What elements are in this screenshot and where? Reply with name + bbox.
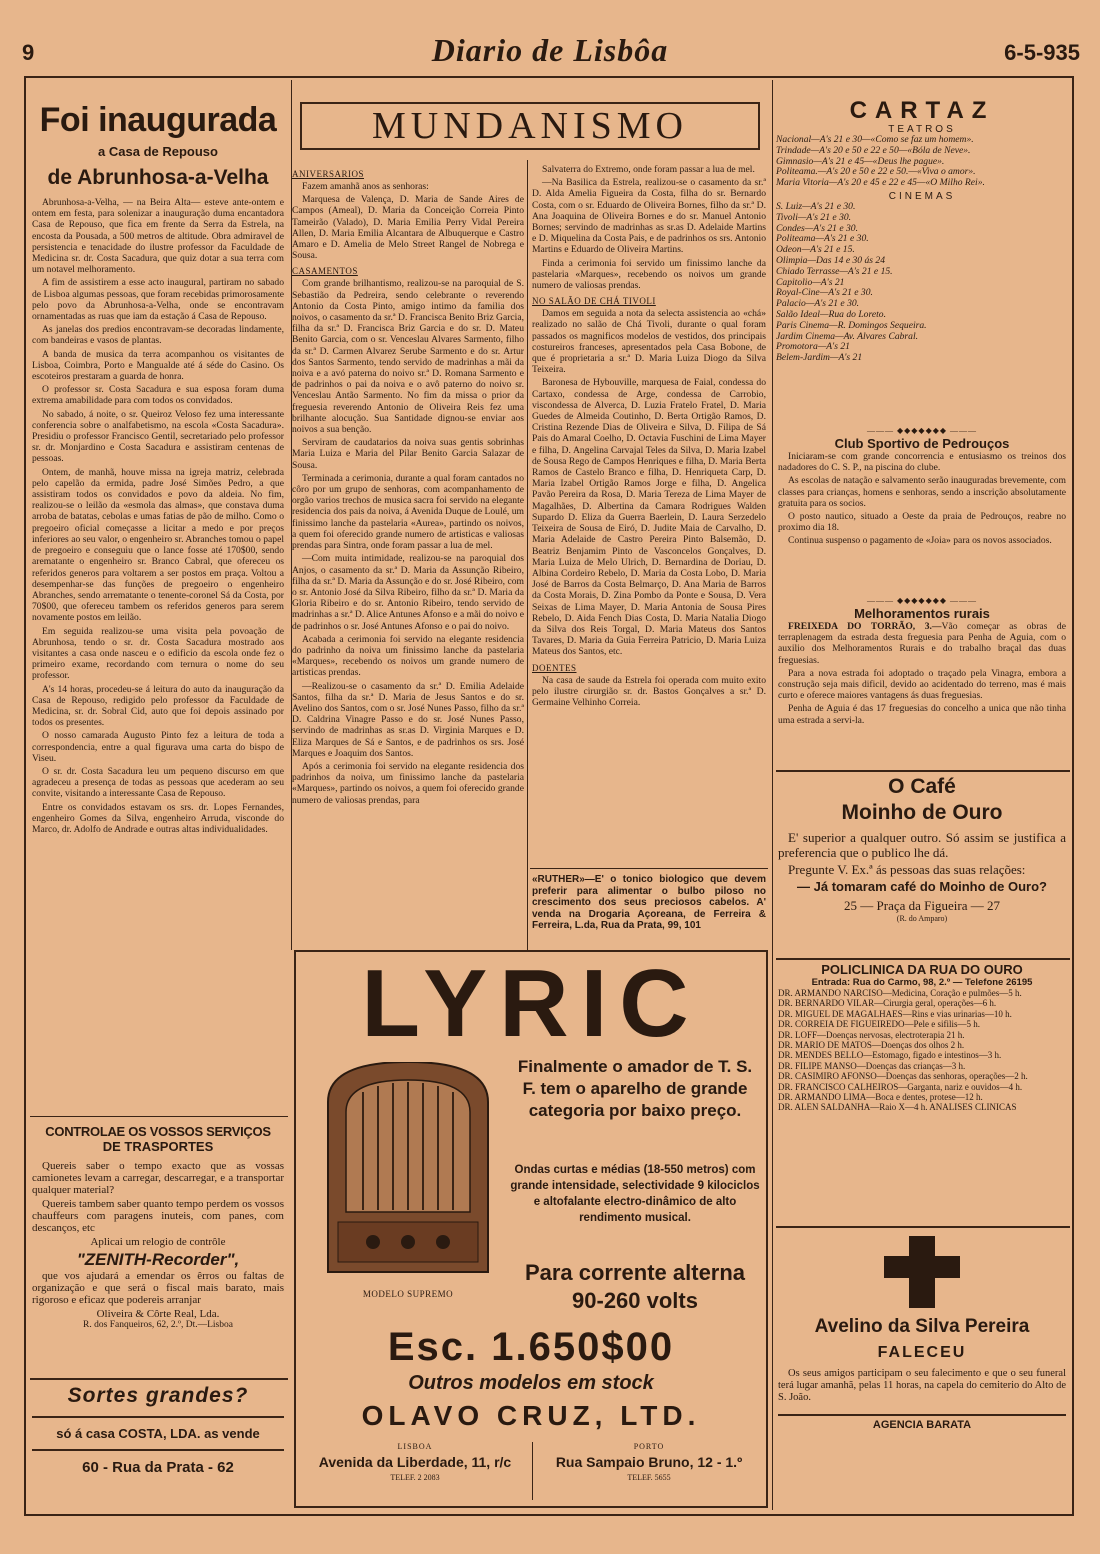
doctor-entry: DR. MENDES BELLO—Estomago, figado e intestinos—3 h. — [778, 1050, 1002, 1061]
lyric-ad — [294, 950, 768, 1508]
club-body — [778, 451, 1066, 547]
obituary-faleceu: FALECEU — [877, 1344, 967, 1361]
masthead-title: Diario de Lisbôa — [431, 32, 669, 68]
lyric-specs: Ondas curtas e médias (18-550 metros) com grande intensidade, selectividade 9 kilociclos e altofalante electro-dinâmico de alto rendimento musical. — [510, 1164, 760, 1224]
section-rule — [776, 1226, 1070, 1228]
article-paragraph: Abrunhosa-a-Velha, — na Beira Alta— esteve ante-ontem e ontem em festa, para solenizar a inauguração duma encantadora Casa de Repouso, que fica em frente da Serra da Estrela, na encosta da Pousada, a 500 metros de altitude. Obra admiravel de persistencia e tenacidade do ilustre professor da Faculdade de Medicina sr. dr. Costa Sacadura, que quiz dotar a sua terra com um notavel melhoramento. — [32, 197, 284, 276]
mundanismo-title-box — [300, 102, 760, 150]
club-paragraph: Continua suspenso o pagamento de «Joia» para os novos associados. — [788, 535, 1052, 547]
mundanismo-paragraph: Fazem amanhã anos as senhoras: — [302, 181, 429, 192]
policlinica-title: POLICLINICA DA RUA DO OURO — [821, 962, 1023, 977]
teatro-listing: Nacional—A's 21 e 30—«Como se faz um homem». — [776, 134, 974, 145]
lyric-porto — [536, 1442, 762, 1482]
mundanismo-paragraph: Baronesa de Hybouville, marquesa de Faial, condessa do Cartaxo, condessa de Arge, condessa de Carrobio, viscondessa de Alverca, D. Luzia Fratelo Fratel, D. Maria Guedes de Almeida Coutinho, D. Berta Ortigão Ramos, D. Cristina Rezende Dias de Oliveira e Silva, D. Filipa de Sá Pais do Amaral Coelho, D. Octavia Fuschini de Lima Mayer e filha, D. Angelina Carvajal Teles da Silva, D. Maria Izabel de Sousa Rego de Campos Henriques e filha, D. Maria Berta Ramos de Castelo Branco e filha, D. Henriqueta Carp, D. Maria Izabel Ortigão Ramos Jorge e filha, D. Angelica Pavão Pereira da Rosa, D. Maria Tereza de Lima Mayer de Magalhães, D. Albertina da Camara Rodrigues Walden Supardo D. Eliza da Guerra Baerlein, D. Laura Serzedelo Teixeira de Sousa de Eiró, D. Judite Maia de Carvalho, D. Maria Adelaide de Castro Pereira Pinto Balsemão, D. Beatriz Benjamim Pinto de Vasconcelos Gonçalves, D. Maria Luiza de Melo Ulrich, D. Bernardina de Doriau, D. Albina Cordeiro Rebelo, D. Maria da Costa Lobo, D. Maria José de Barros da Costa Belmarço, D. Ana Maria de Barros da Costa Morais, D. Zina Pombo da Ponte e Sousa, D. Vera Seixas de Lima Mayer, D. Maria Antonia de Sousa Pires Rebelo, D. Aida Fench Dias Costa, D. Maria Natalia Diogo da Silva dos Reis Torgal, D. Maria Mateus dos Santos Tavares, D. Maria da Guia Ferreira Patricio, D. Maria Luiza Mateus dos Santos, etc. — [532, 377, 766, 658]
section-heading: DOENTES — [532, 662, 577, 673]
zenith-address: R. dos Fanqueiros, 62, 2.º, Dt.—Lisboa — [83, 1320, 233, 1330]
ornament-divider: ——— ◆◆◆◆◆◆◆ ——— — [866, 596, 978, 605]
section-rule — [530, 868, 768, 869]
cafe-ad — [778, 774, 1066, 923]
club-paragraph: O posto nautico, situado a Oeste da praia de Pedrouços, reabre no proximo dia 18. — [778, 511, 1066, 534]
melhoramentos-lead: FREIXEDA DO TORRÃO, 3.— — [788, 621, 942, 632]
section-rule — [30, 1116, 288, 1117]
lyric-address-1: Avenida da Liberdade, 11, r/c — [318, 1454, 512, 1470]
obituary-text: Os seus amigos participam o seu falecimento e que o seu funeral terá lugar amanhã, pelas 11 horas, na capela do cemiterio do Alto de S. João. — [778, 1368, 1066, 1403]
melhoramentos-p1-text: Vão começar as obras de terraplenagem da estrada desta freguesia para Penha de Aguia, com o auxilio dos Melhoramentos Rurais e do trabalho braçal das duas freguesias. — [778, 621, 1066, 666]
article-paragraph: A's 14 horas, procedeu-se á leitura do auto da inauguração da Casa de Repouso, redigido pelo professor da Faculdade de Medicina, sr. dr. Sobral Cid, auto que foi depois assinado por todos os presentes. — [32, 683, 284, 729]
teatro-listing: Politeama.—A's 20 e 50 e 22 e 50.—«Viva o amor». — [776, 166, 976, 178]
melhoramentos-p2: Para a nova estrada foi adoptado o traçado pela Vinagra, embora a construção seja mais dificil, devido ao acidentado do terreno, mas é mais curto e oferece maiores vantagens ás duas freguesias. — [778, 667, 1066, 702]
obituary-agency: AGENCIA BARATA — [778, 1414, 1066, 1431]
section-rule — [32, 1416, 284, 1418]
mundanismo-paragraph: Terminada a cerimonia, durante a qual foram cantados no côro por um grupo de senhoras, com acompanhamento de orgão varios trechos de musica sacra foi servido na elegante residencia dos pais da noiva, á Avenida Duque de Loulé, um finissimo lanche da pastelaria «Aurea», partindo os noivos, a quem foi oferecido grande numero de artisticas e valiosas prendas para Sintra, onde foram passar a lua de mel. — [292, 472, 524, 552]
zenith-title-2: DE TRASPORTES — [102, 1139, 214, 1154]
doctor-entry: DR. FILIPE MANSO—Doenças das crianças—3 h. — [778, 1060, 966, 1071]
section-heading: ANIVERSARIOS — [292, 169, 365, 179]
mundanismo-paragraph: Salvaterra do Extremo, onde foram passar a lua de mel. — [542, 164, 755, 175]
zenith-title-1: CONTROLAE OS VOSSOS SERVIÇOS — [45, 1124, 271, 1139]
mundanismo-paragraph: Acabada a cerimonia foi servido na elegante residencia do padrinho da noiva um finissimo lanche da pastelaria «Marques», recebendo os noivos um grande numero de artisticas prendas. — [292, 633, 524, 679]
page-number: 9 — [22, 40, 35, 65]
teatro-listing: Trindade—A's 20 e 50 e 22 e 50—«Bóla de Neve». — [776, 144, 971, 156]
cinemas-list — [776, 202, 1068, 364]
lyric-phone-2: TELEF. 5655 — [627, 1473, 671, 1482]
lyric-model: MODELO SUPREMO — [362, 1289, 454, 1299]
doctor-entry: DR. LOFF—Doenças nervosas, electroterapia 21 h. — [778, 1029, 965, 1040]
lyric-address-2: Rua Sampaio Bruno, 12 - 1.º — [555, 1454, 743, 1470]
headline-sub: a Casa de Repouso — [98, 144, 218, 159]
mundanismo-column-2 — [532, 164, 766, 710]
doctor-entry: DR. MARIO DE MATOS—Doenças dos olhos 2 h. — [778, 1040, 965, 1051]
cafe-line-1: O Café — [888, 775, 956, 798]
zenith-text-3: Aplicai um relogio de contrôle — [90, 1236, 226, 1248]
section-heading: NO SALÃO DE CHÁ TIVOLI — [532, 296, 656, 307]
cinema-listing: Promotora—A's 21 — [776, 341, 850, 353]
cartaz-title: CARTAZ — [849, 97, 995, 124]
column-rule — [772, 80, 773, 1510]
zenith-brand: "ZENITH-Recorder", — [76, 1250, 240, 1269]
doctor-entry: DR. FRANCISCO CALHEIROS—Garganta, nariz e ouvidos—4 h. — [778, 1081, 1023, 1092]
cafe-line-2: Moinho de Ouro — [841, 801, 1003, 824]
cinema-listing: Salão Ideal—Rua do Loreto. — [776, 308, 886, 320]
teatro-listing: Gimnasio—A's 21 e 45—«Deus lhe pague». — [776, 155, 945, 167]
mundanismo-paragraph: Finda a cerimonia foi servido um finissimo lanche da pastelaria «Marques», recebendo os noivos um grande numero de valiosas prendas. — [532, 257, 766, 292]
article-paragraph: Em seguida realizou-se uma visita pela povoação de Abrunhosa, tendo o sr. dr. Costa Sacadura mostrado aos visitantes a casa onde nasceu e o edificio da escola onde fez o primeiro exame, recordando com ternura o nome do seu professor. — [32, 625, 284, 682]
mundanismo-paragraph: Após a cerimonia foi servido na elegante residencia dos padrinhos da noiva, um finissimo lanche da pastelaria «Marques», partindo os noivos, a quem foi oferecido grande numero de valiosas prendas, para — [292, 760, 524, 806]
cinema-listing: S. Luiz—A's 21 e 30. — [776, 200, 856, 212]
doctor-entry: DR. CASIMIRO AFONSO—Doenças das senhoras, operações—2 h. — [778, 1071, 1028, 1082]
cafe-ask: Pregunte V. Ex.ª ás pessoas das suas relações: — [788, 862, 1026, 877]
melhoramentos-p1 — [778, 621, 1066, 666]
doctor-entry: DR. ALEN SALDANHA—Raio X—4 h. ANALISES CLINICAS — [778, 1102, 1017, 1113]
cinema-listing: Politeama—A's 21 e 30. — [776, 233, 869, 245]
lyric-current-2: 90-260 volts — [572, 1288, 698, 1313]
policlinica-entrance: Entrada: Rua do Carmo, 98, 2.º — Telefone 26195 — [811, 977, 1033, 988]
section-rule — [30, 1378, 288, 1380]
lyric-headline: Finalmente o amador de T. S. F. tem o aparelho de grande categoria por baixo preço. — [517, 1057, 753, 1120]
mundanismo-paragraph: —Com muita intimidade, realizou-se na paroquial dos Anjos, o casamento da sr.ª D. Maria da Assunção Ribeiro, filha da sr.ª D. Maria da Assunção e do sr. José Ribeiro, com o sr. Antonio José da Silva Ribeiro, filho da sr.ª D. Maria da Gloria Ribeiro e do sr. Antonio Ribeiro, tendo servido de madrinhas a sr.ª D. Alice Antunes Afonso e a mãi do noivo e de padrinhos o sr. José Antunes Afonso e o pai do noivo. — [292, 553, 524, 632]
cinema-listing: Condes—A's 21 e 30. — [776, 222, 858, 234]
cinema-listing: Odeon—A's 21 e 15. — [776, 244, 855, 256]
lyric-brand: LYRIC — [361, 950, 701, 1057]
mundanismo-paragraph: Com grande brilhantismo, realizou-se na paroquial de S. Sebastião da Pedreira, sendo celebrante o reverendo Antonio da Costa Pinto, amigo intimo da familia dos noivos, o casamento da sr.ª D. Francisca Benito Briz Garcia, filha da sr.ª D. Francisca Briz Garcia e do sr. D. Mateu Benito Garcia, com o sr. Venceslau Alvares Sarmento, filho da sr.ª D. Carmen Alvarez Serube Sarmento e do sr. Artur dos Santos Sarmento, tendo servido de madrinhas a mãi da noiva e a avó paterna do noivo sr.ª D. Romana Sarmento e de padrinhos o pai da noiva e o avô paterno do noivo sr. Venceslau Antão Sarmento. No fim da missa o prior da freguesia reverendo Antonio de Oliveira Reis fez uma brilhante alocução. Sua Santidade dignou-se enviar aos noivos a sua benção. — [292, 278, 524, 436]
masthead-date: 6-5-935 — [1004, 40, 1080, 65]
article-paragraph: O nosso camarada Augusto Pinto fez a leitura de toda a correspondencia, entre a qual figurava uma carta do bispo de Viseu. — [32, 730, 284, 764]
ornament-divider: ——— ◆◆◆◆◆◆◆ ——— — [866, 426, 978, 435]
sortes-line-2: só á casa COSTA, LDA. as vende — [56, 1426, 260, 1441]
lyric-city-1: LISBOA — [397, 1442, 433, 1451]
article-paragraph: No sabado, á noite, o sr. Queiroz Veloso fez uma interessante conferencia sobre o analfabetismo, na escola «Costa Sacadura». Presidiu o professor Francisco Gentil, secretariado pelo professor sr. dr. Monjardino e Costa Sacadura e assistiram centenas de pessoas. — [32, 408, 284, 465]
article-paragraph: O sr. dr. Costa Sacadura leu um pequeno discurso em que agradeceu a presença de todas as pessoas que acederam ao seu convite, visitando a interessante Casa de Repouso. — [32, 765, 284, 800]
radio-illustration — [318, 1062, 498, 1299]
club-paragraph: Iniciaram-se com grande concorrencia e entusiasmo os treinos dos nadadores do C. S. P., na piscina do clube. — [778, 451, 1066, 474]
article-paragraph: A banda de musica da terra acompanhou os visitantes de Lisboa, Coimbra, Porto e Mangualde até á séde do Casino. Os escoteiros prestaram a guarda de honra. — [32, 348, 284, 383]
doctor-entry: DR. CORREIA DE FIGUEIREDO—Pele e sifilis—5 h. — [778, 1019, 980, 1030]
lyric-company: OLAVO CRUZ, LTD. — [361, 1400, 701, 1431]
zenith-ad — [32, 1124, 284, 1330]
headline-place: de Abrunhosa-a-Velha — [47, 166, 269, 189]
column-rule — [527, 160, 528, 950]
sortes-line-1: Sortes grandes? — [67, 1384, 249, 1407]
obituary-name: Avelino da Silva Pereira — [814, 1316, 1030, 1337]
sortes-ad — [32, 1384, 284, 1476]
cinema-listing: Olimpia—Das 14 e 30 ás 24 — [776, 254, 885, 266]
article-paragraph: Entre os convidados estavam os srs. dr. Lopes Fernandes, engenheiro Gomes da Silva, engenheiro Arruda, visconde do Marco, dr. Adolfo de Andrade e outras altas individualidades. — [32, 801, 284, 835]
radio-drawing — [318, 1062, 498, 1282]
cinema-listing: Belem-Jardim—A's 21 — [776, 352, 863, 364]
mundanismo-paragraph: Damos em seguida a nota da selecta assistencia ao «chá» realizado no salão de Chá Tivoli, durante o qual foram passados os magnificos modelos de vestidos, dos principais costureiros franceses, apresentados pela Casa Bobone, de que é proprietaria a sr.ª D. Maria Luiza Diogo da Silva Teixeira. — [532, 308, 766, 376]
zenith-firm: Oliveira & Côrte Real, Lda. — [96, 1308, 220, 1320]
article-paragraph: Ontem, de manhã, houve missa na igreja matriz, celebrada pelo capelão da ermida, padre José Simões Pedro, a que assistiram todos os convidados e povo da aldeia. No fim, realizou-se o leilão da «esmola das almas», que constava duma arroba de batatas, cebolas e umas fatias de pão de milho. Como o pregoeiro oficial começasse a licitar a medo e por preços inferiores ao seu valor, o engenheiro sr. Abranches tomou o papel de pregoeiro e conseguiu que o lance fosse até 170$00, sendo arematante o engenheiro sr. Branco Cabral, que ofereceu os referidos generos para voltarem a ser postos em praça. Voltou a desempenhar-se das funções de pregoeiro o engenheiro Abranches, sendo arrematante o tenente-coronel Sá da Costa, por 70$00, que ofereceu tambem os referidos generos para serem novamente postos em leilão. — [32, 466, 284, 624]
cafe-address-sub: (R. do Amparo) — [896, 914, 948, 923]
teatros-title: TEATROS — [888, 124, 956, 135]
lyric-other: Outros modelos em stock — [408, 1372, 654, 1394]
club-paragraph: As escolas de natação e salvamento serão inauguradas brevemente, com classes para crianças, homens e senhoras, sendo a inscrição absolutamente gratuita para os socios. — [778, 475, 1066, 509]
mundanismo-column-1 — [292, 164, 524, 808]
cinema-listing: Palacio—A's 21 e 30. — [776, 298, 860, 310]
left-article — [32, 100, 284, 837]
mundanismo-paragraph: Marquesa de Valença, D. Maria de Sande Aires de Campos (Ameal), D. Maria da Conceição Correia Pinto Tameirão (Valado), D. Maria Emilia Perry Vidal Pereira Allen, D. Maria Emilia Alcantara de Albuquerque e Castro Amaro e D. Amelia de Melo Street Rangel de Nobrega e Sousa. — [292, 194, 524, 262]
teatros-list — [776, 135, 1068, 189]
teatro-listing: Maria Vitoria—A's 20 e 45 e 22 e 45—«O Milho Rei». — [776, 177, 985, 189]
cinemas-title: CINEMAS — [888, 190, 956, 202]
lyric-price: Esc. 1.650$00 — [387, 1325, 675, 1369]
mundanismo-paragraph: Serviram de caudatarios da noiva suas gentis sobrinhas Maria Luiza e Maria del Pilar Benito Garcia Salazar de Sousa. — [292, 437, 524, 471]
cafe-address: 25 — Praça da Figueira — 27 — [844, 898, 1000, 913]
sortes-line-3: 60 - Rua da Prata - 62 — [82, 1459, 234, 1476]
mundanismo-title: MUNDANISMO — [371, 105, 689, 147]
section-heading: CASAMENTOS — [292, 266, 358, 277]
lyric-current-1: Para corrente alterna — [524, 1260, 746, 1285]
cinema-listing: Tivoli—A's 21 e 30. — [776, 211, 852, 223]
cartaz — [776, 98, 1068, 364]
doctor-entry: DR. ARMANDO LIMA—Boca e dentes, protese—12 h. — [778, 1092, 983, 1103]
cafe-text: E' superior a qualquer outro. Só assim se justifica a preferencia que o publico lhe dá. — [778, 830, 1066, 860]
section-rule — [776, 770, 1070, 772]
cinema-listing: Jardim Cinema—Av. Alvares Cabral. — [776, 330, 919, 342]
mundanismo-paragraph: —Na Basilica da Estrela, realizou-se o casamento da sr.ª D. Alda Amelia Figueira da Costa, filha do sr. Bernardo Costa, com o sr. Eduardo de Oliveira Bornes, filho da sr.ª D. Ana Joaquina de Oliveira Bornes e do sr. Manuel Antonio Bornes; servindo de madrinhas as sr.as D. Adelaide Martins e D. Miquelina da Costa Pais, e de padrinhos os srs. Antonio Martins e Eduardo de Oliveira Martins. — [532, 177, 766, 256]
lyric-divider — [532, 1442, 533, 1500]
zenith-text-2: Quereis tambem saber quanto tempo perdem os vossos chauffeurs com paragens inuteis, com panes, com descanços, etc — [32, 1198, 284, 1234]
lyric-city-2: PORTO — [633, 1442, 665, 1451]
article-paragraph: A fim de assistirem a esse acto inaugural, partiram no sabado de Lisboa algumas pessoas, que foram recebidas primorosamente pelo povo da Abrunhosa-a-Velha, onde se encontravam ornamentadas as ruas que iam da estação á Casa de Repouso. — [32, 277, 284, 323]
section-rule — [32, 1449, 284, 1451]
ruther-text: «RUTHER»—E' o tonico biologico que devem preferir para alimentar o bulbo piloso no crescimento dos seus preciosos cabelos. A' venda na Drogaria Açoreana, de Ferreira & Ferreira, L.da, Rua da Prata, 99, 101 — [532, 874, 766, 931]
cinema-listing: Paris Cinema—R. Domingos Sequeira. — [776, 319, 927, 331]
doctor-entry: DR. ARMANDO NARCISO—Medicina, Coração e pulmões—5 h. — [778, 988, 1022, 998]
club-sportivo — [778, 436, 1066, 549]
lyric-phone-1: TELEF. 2 2083 — [390, 1473, 440, 1482]
melhoramentos-p3: Penha de Aguia é das 17 freguesias do concelho a unica que não tinha uma estrada a servi-la. — [778, 703, 1066, 726]
cinema-listing: Chiado Terrasse—A's 21 e 15. — [776, 265, 893, 277]
article-body — [32, 197, 284, 835]
policlinica — [778, 962, 1066, 1113]
melhoramentos-title: Melhoramentos rurais — [854, 606, 990, 621]
zenith-text-1: Quereis saber o tempo exacto que as vossas camionetes levam a carregar, descarregar, e a transportar qualquer material? — [32, 1160, 284, 1196]
lyric-lisboa — [302, 1442, 528, 1482]
article-paragraph: O professor sr. Costa Sacadura e sua esposa foram duma extrema amabilidade para com todos os convidados. — [32, 384, 284, 407]
cafe-question: — Já tomaram café do Moinho de Ouro? — [797, 879, 1047, 894]
doctor-entry: DR. MIGUEL DE MAGALHAES—Rins e vias urinarias—10 h. — [778, 1008, 1012, 1019]
cinema-listing: Royal-Cine—A's 21 e 30. — [776, 287, 873, 299]
mundanismo-paragraph: —Realizou-se o casamento da sr.ª D. Emilia Adelaide Santos, filha da sr.ª D. Maria de Jesus Santos e do sr. Avelino dos Santos, com o sr. José Nunes Passo, filho da sr.ª D. Caldrina Vinagre Passo e do sr. José Nunes Passo, servindo de madrinhas as sr.as D. Virginia Marques e D. Eliza Marques de Sá e Santos, e de padrinhos os srs. José Marques e Joaquim dos Santos. — [292, 680, 524, 759]
zenith-text-4: que vos ajudará a emendar os êrros ou faltas de organização e que será o fiscal mais barato, mais rigoroso e eficaz que podereis arranjar — [32, 1270, 284, 1306]
section-rule — [776, 958, 1070, 960]
doctor-entry: DR. BERNARDO VILAR—Cirurgia geral, operações—6 h. — [778, 998, 997, 1009]
melhoramentos — [778, 606, 1066, 728]
cross-icon — [778, 1232, 1066, 1308]
obituary — [778, 1232, 1066, 1431]
mundanismo-paragraph: Na casa de saude da Estrela foi operada com muito exito pelo ilustre cirurgião sr. dr. Bastos Gonçalves a sr.ª D. Germaine Velhinho Correia. — [532, 674, 766, 708]
headline-main: Foi inaugurada — [39, 101, 277, 139]
club-title: Club Sportivo de Pedrouços — [834, 436, 1010, 451]
ruther-ad — [532, 874, 766, 934]
doctors-list — [778, 988, 1066, 1113]
article-paragraph: As janelas dos predios encontravam-se decoradas lindamente, com bandeiras e vasos de plantas. — [32, 324, 284, 347]
cinema-listing: Capitolio—A's 21 — [776, 276, 845, 288]
